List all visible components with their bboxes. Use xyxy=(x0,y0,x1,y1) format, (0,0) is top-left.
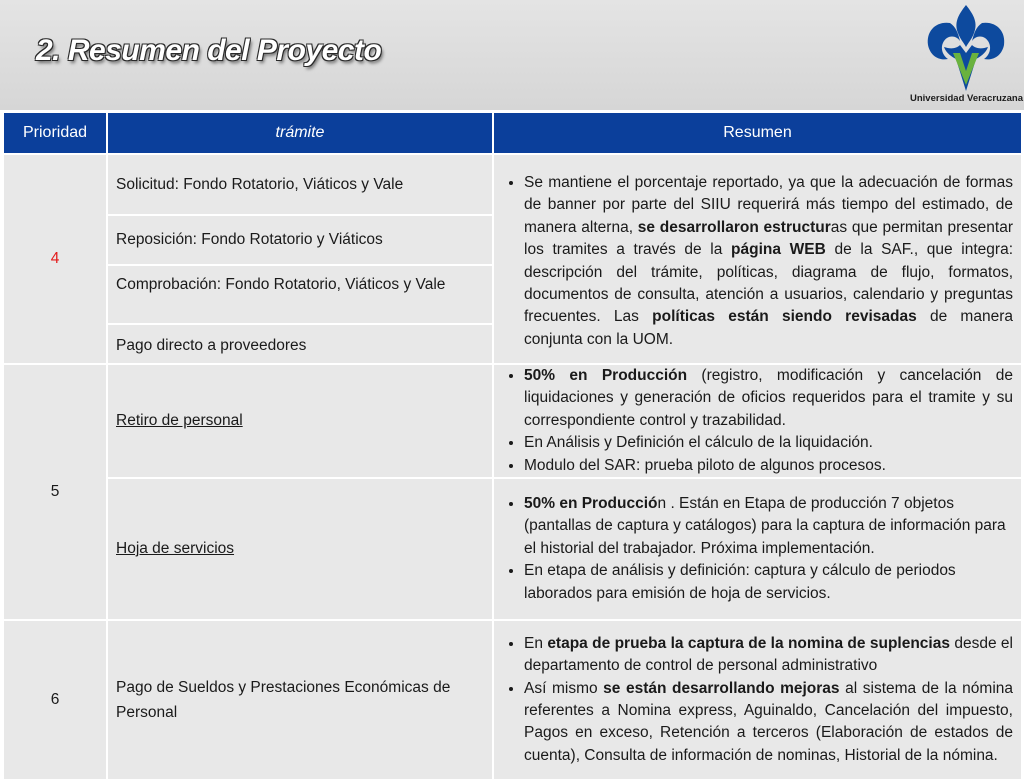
slide-title: 2. Resumen del Proyecto xyxy=(36,34,382,67)
resumen-bullet: • En etapa de análisis y definición: captura y cálculo de periodos laborados para emisión de hoja de servicios. xyxy=(524,560,1013,605)
column-header-prioridad: Prioridad xyxy=(3,112,107,154)
university-logo xyxy=(910,3,1023,108)
resumen-bullet: • 50% en Producción (registro, modificación y cancelación de liquidaciones y generación de oficios requeridos para el tramite y su correspondiente control y trazabilidad. xyxy=(524,365,1013,432)
resumen-bullet: • 50% en Producción . Están en Etapa de producción 7 objetos (pantallas de captura y catálogos) para la captura de información para el historial del trabajador. Próxima implementación. xyxy=(524,493,1013,560)
priority-cell: 5 xyxy=(3,364,107,620)
resumen-cell xyxy=(493,620,1022,780)
table-header-row xyxy=(3,112,1022,154)
column-header-tramite: trámite xyxy=(107,112,493,154)
tramite-cell: Comprobación: Fondo Rotatorio, Viáticos y Vale xyxy=(107,265,493,324)
tramite-cell: Reposición: Fondo Rotatorio y Viáticos xyxy=(107,215,493,265)
resumen-bullet: • Así mismo se están desarrollando mejoras al sistema de la nómina referentes a Nomina express, Aguinaldo, Cancelación del impuesto, Pagos en exceso, Retención a terceros (Elaboración de estados de cuenta), Consulta de información de nominas, Historial de la nómina. xyxy=(524,678,1013,768)
tramite-cell: Solicitud: Fondo Rotatorio, Viáticos y Vale xyxy=(107,154,493,215)
tramite-cell: Pago directo a proveedores xyxy=(107,324,493,364)
fleur-de-lis-logo-icon xyxy=(920,3,1012,93)
tramite-link[interactable]: Retiro de personal xyxy=(116,412,243,430)
table-row xyxy=(3,154,1022,215)
resumen-cell xyxy=(493,478,1022,620)
resumen-cell xyxy=(493,364,1022,478)
column-header-resumen: Resumen xyxy=(493,112,1022,154)
logo-caption: Universidad Veracruzana xyxy=(910,93,1023,104)
priority-cell: 4 xyxy=(3,154,107,364)
resumen-bullet: • En etapa de prueba la captura de la nomina de suplencias desde el departamento de control de personal administrativo xyxy=(524,633,1013,678)
resumen-cell xyxy=(493,154,1022,364)
slide-header xyxy=(0,0,1024,110)
tramite-cell: Pago de Sueldos y Prestaciones Económicas de Personal xyxy=(107,620,493,780)
table-row xyxy=(3,478,1022,620)
tramite-link[interactable]: Hoja de servicios xyxy=(116,540,235,558)
resumen-bullet: • En Análisis y Definición el cálculo de la liquidación. xyxy=(524,432,1013,454)
project-summary-table xyxy=(2,111,1023,781)
table-row xyxy=(3,620,1022,780)
tramite-cell[interactable] xyxy=(107,364,493,478)
tramite-cell[interactable] xyxy=(107,478,493,620)
resumen-bullet: • Se mantiene el porcentaje reportado, ya que la adecuación de formas de banner por parte del SIIU requerirá más tiempo del estimado, de manera alterna, se desarrollaron estructuras que permitan presentar los tramites a través de la página WEB de la SAF., que integra: descripción del trámite, políticas, diagrama de flujo, formatos, documentos de consulta, atención a usuarios, calendario y preguntas frecuentes. Las políticas están siendo revisadas de manera conjunta con la UOM. xyxy=(524,172,1013,351)
priority-cell: 6 xyxy=(3,620,107,780)
table-row xyxy=(3,364,1022,478)
resumen-bullet: • Modulo del SAR: prueba piloto de algunos procesos. xyxy=(524,455,1013,477)
